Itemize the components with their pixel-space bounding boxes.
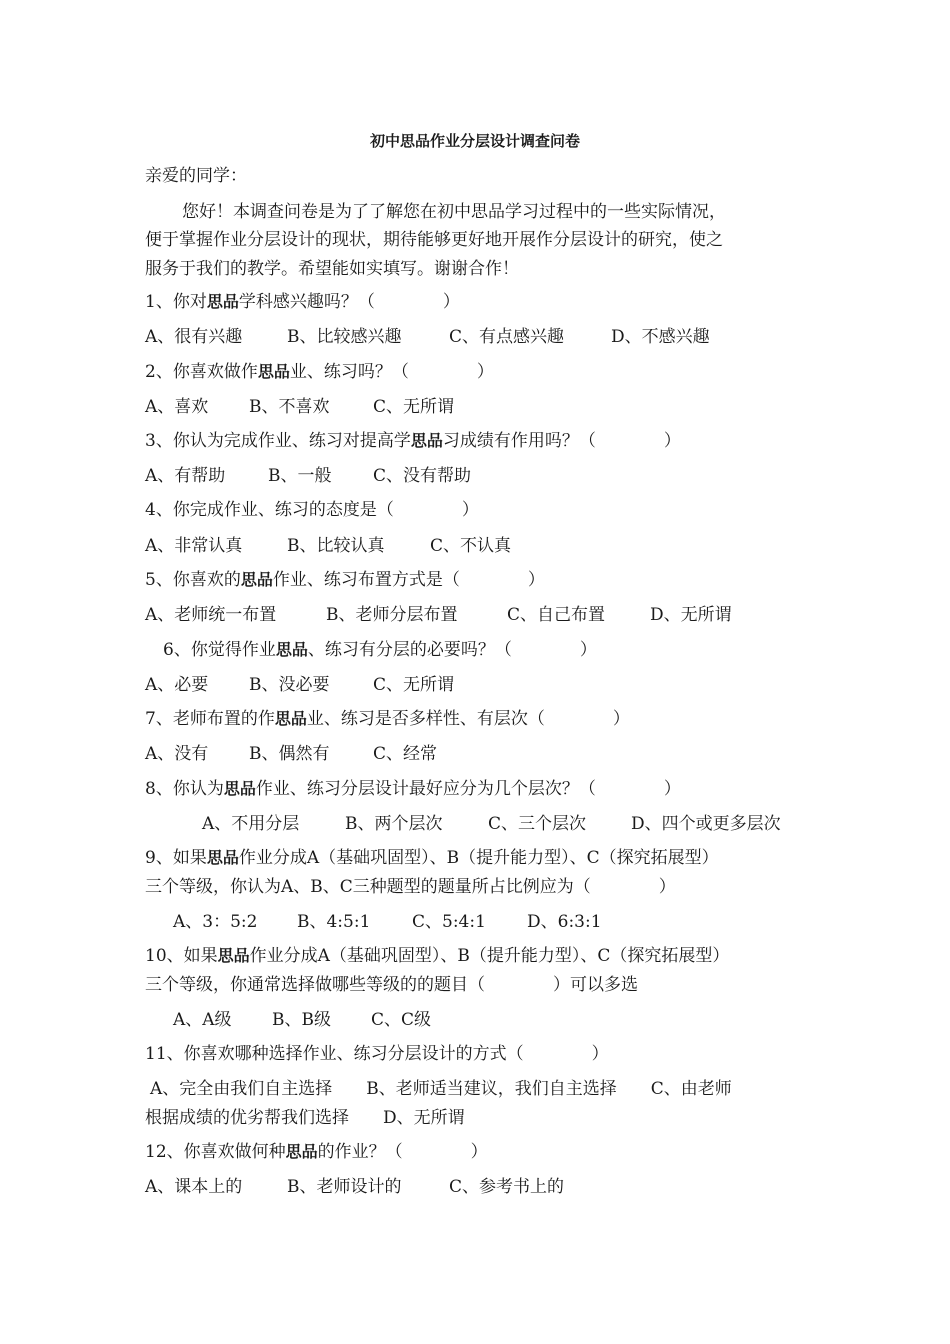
question-keyword: 思品 — [257, 362, 290, 381]
question-9 — [145, 848, 719, 868]
option: B、老师分层布置 — [326, 605, 458, 625]
option: A、必要 — [145, 675, 209, 695]
option: A、A级 — [173, 1010, 232, 1030]
option: B、B级 — [272, 1010, 331, 1030]
question-keyword: 思品 — [240, 570, 273, 589]
intro-line-3: 服务于我们的教学。希望能如实填写。谢谢合作！ — [145, 259, 519, 279]
option: D、无所谓 — [650, 605, 732, 625]
question-text: 的作业？（ ） — [317, 1142, 488, 1162]
question-keyword: 思品 — [275, 640, 308, 659]
question-text: 作业分成A（基础巩固型）、B（提升能力型）、C（探究拓展型） — [238, 848, 719, 868]
option: A、课本上的 — [145, 1177, 243, 1197]
question-9-line-2: 三个等级，你认为A、B、C三种题型的题量所占比例应为（ ） — [145, 877, 676, 897]
question-text: 学科感兴趣吗？（ ） — [238, 292, 460, 312]
question-text: 5、你喜欢的 — [145, 570, 241, 590]
question-keyword: 思品 — [206, 292, 239, 311]
option: B、两个层次 — [345, 814, 443, 834]
option: C、5:4:1 — [412, 912, 486, 932]
question-text: 作业分成A（基础巩固型）、B（提升能力型）、C（探究拓展型） — [249, 946, 730, 966]
option: A、不用分层 — [202, 814, 300, 834]
option: C、自己布置 — [507, 605, 606, 625]
intro-line-1: 您好！本调查问卷是为了了解您在初中思品学习过程中的一些实际情况， — [182, 202, 726, 222]
question-11-options-line-1: A、完全由我们自主选择 B、老师适当建议，我们自主选择 C、由老师 — [150, 1079, 732, 1099]
question-7-options — [145, 744, 437, 764]
option: C、经常 — [373, 744, 438, 764]
option: A、很有兴趣 — [145, 327, 243, 347]
question-10 — [145, 946, 729, 966]
question-11: 11、你喜欢哪种选择作业、练习分层设计的方式（ ） — [145, 1044, 609, 1064]
question-keyword: 思品 — [410, 431, 443, 450]
question-2-options — [145, 397, 454, 417]
question-6-options — [145, 675, 454, 695]
question-3 — [145, 431, 681, 451]
question-12-options — [145, 1177, 564, 1197]
page-title: 初中思品作业分层设计调查问卷 — [369, 132, 580, 150]
option: B、老师设计的 — [287, 1177, 402, 1197]
option: A、没有 — [145, 744, 209, 764]
question-text: 作业、练习分层设计最好应分为几个层次？（ ） — [255, 779, 681, 799]
question-7 — [145, 709, 630, 729]
question-keyword: 思品 — [223, 779, 256, 798]
option: C、有点感兴趣 — [449, 327, 565, 347]
question-text: 业、练习吗？（ ） — [289, 362, 494, 382]
question-6 — [163, 640, 597, 660]
option: C、不认真 — [430, 536, 512, 556]
question-text: 12、你喜欢做何种 — [145, 1142, 286, 1162]
question-11-options-line-2: 根据成绩的优劣帮我们选择 D、无所谓 — [145, 1108, 465, 1128]
question-8 — [145, 779, 681, 799]
option: A、非常认真 — [145, 536, 243, 556]
question-text: 10、如果 — [145, 946, 218, 966]
option: A、老师统一布置 — [145, 605, 277, 625]
question-3-options — [145, 466, 471, 486]
question-8-options — [202, 814, 781, 834]
greeting: 亲爱的同学： — [145, 166, 247, 186]
option: B、没必要 — [249, 675, 330, 695]
option: C、C级 — [371, 1010, 432, 1030]
question-4: 4、你完成作业、练习的态度是（ ） — [145, 500, 479, 520]
option: B、不喜欢 — [249, 397, 330, 417]
question-10-line-2: 三个等级，你通常选择做哪些等级的的题目（ ）可以多选 — [145, 975, 638, 995]
option: D、6:3:1 — [527, 912, 602, 932]
option: B、比较认真 — [287, 536, 385, 556]
question-keyword: 思品 — [285, 1142, 318, 1161]
question-text: 作业、练习布置方式是（ ） — [272, 570, 545, 590]
question-text: 、练习有分层的必要吗？（ ） — [307, 640, 597, 660]
intro-line-2: 便于掌握作业分层设计的现状，期待能够更好地开展作分层设计的研究，使之 — [145, 230, 723, 250]
question-keyword: 思品 — [217, 946, 250, 965]
option: B、一般 — [268, 466, 332, 486]
option: C、无所谓 — [373, 675, 455, 695]
question-text: 习成绩有作用吗？（ ） — [442, 431, 681, 451]
option: D、四个或更多层次 — [631, 814, 781, 834]
question-1-options — [145, 327, 710, 347]
question-text: 2、你喜欢做作 — [145, 362, 258, 382]
question-2 — [145, 362, 494, 382]
question-text: 9、如果 — [145, 848, 207, 868]
option: B、比较感兴趣 — [287, 327, 402, 347]
question-12 — [145, 1142, 488, 1162]
option: B、4:5:1 — [297, 912, 371, 932]
question-text: 3、你认为完成作业、练习对提高学 — [145, 431, 411, 451]
question-keyword: 思品 — [206, 848, 239, 867]
question-keyword: 思品 — [274, 709, 307, 728]
option: B、偶然有 — [249, 744, 330, 764]
question-5-options — [145, 605, 732, 625]
option: C、参考书上的 — [449, 1177, 565, 1197]
question-9-options — [173, 912, 602, 932]
question-text: 7、老师布置的作 — [145, 709, 275, 729]
question-10-options — [173, 1010, 431, 1030]
question-text: 8、你认为 — [145, 779, 224, 799]
question-1 — [145, 292, 460, 312]
option: C、三个层次 — [488, 814, 587, 834]
question-4-options — [145, 536, 511, 556]
option: A、有帮助 — [145, 466, 226, 486]
option: D、不感兴趣 — [611, 327, 710, 347]
question-text: 业、练习是否多样性、有层次（ ） — [306, 709, 630, 729]
question-text: 1、你对 — [145, 292, 207, 312]
option: A、喜欢 — [145, 397, 209, 417]
option: C、没有帮助 — [373, 466, 472, 486]
question-5 — [145, 570, 545, 590]
option: C、无所谓 — [373, 397, 455, 417]
option: A、3：5:2 — [173, 912, 258, 932]
question-text: 6、你觉得作业 — [163, 640, 276, 660]
